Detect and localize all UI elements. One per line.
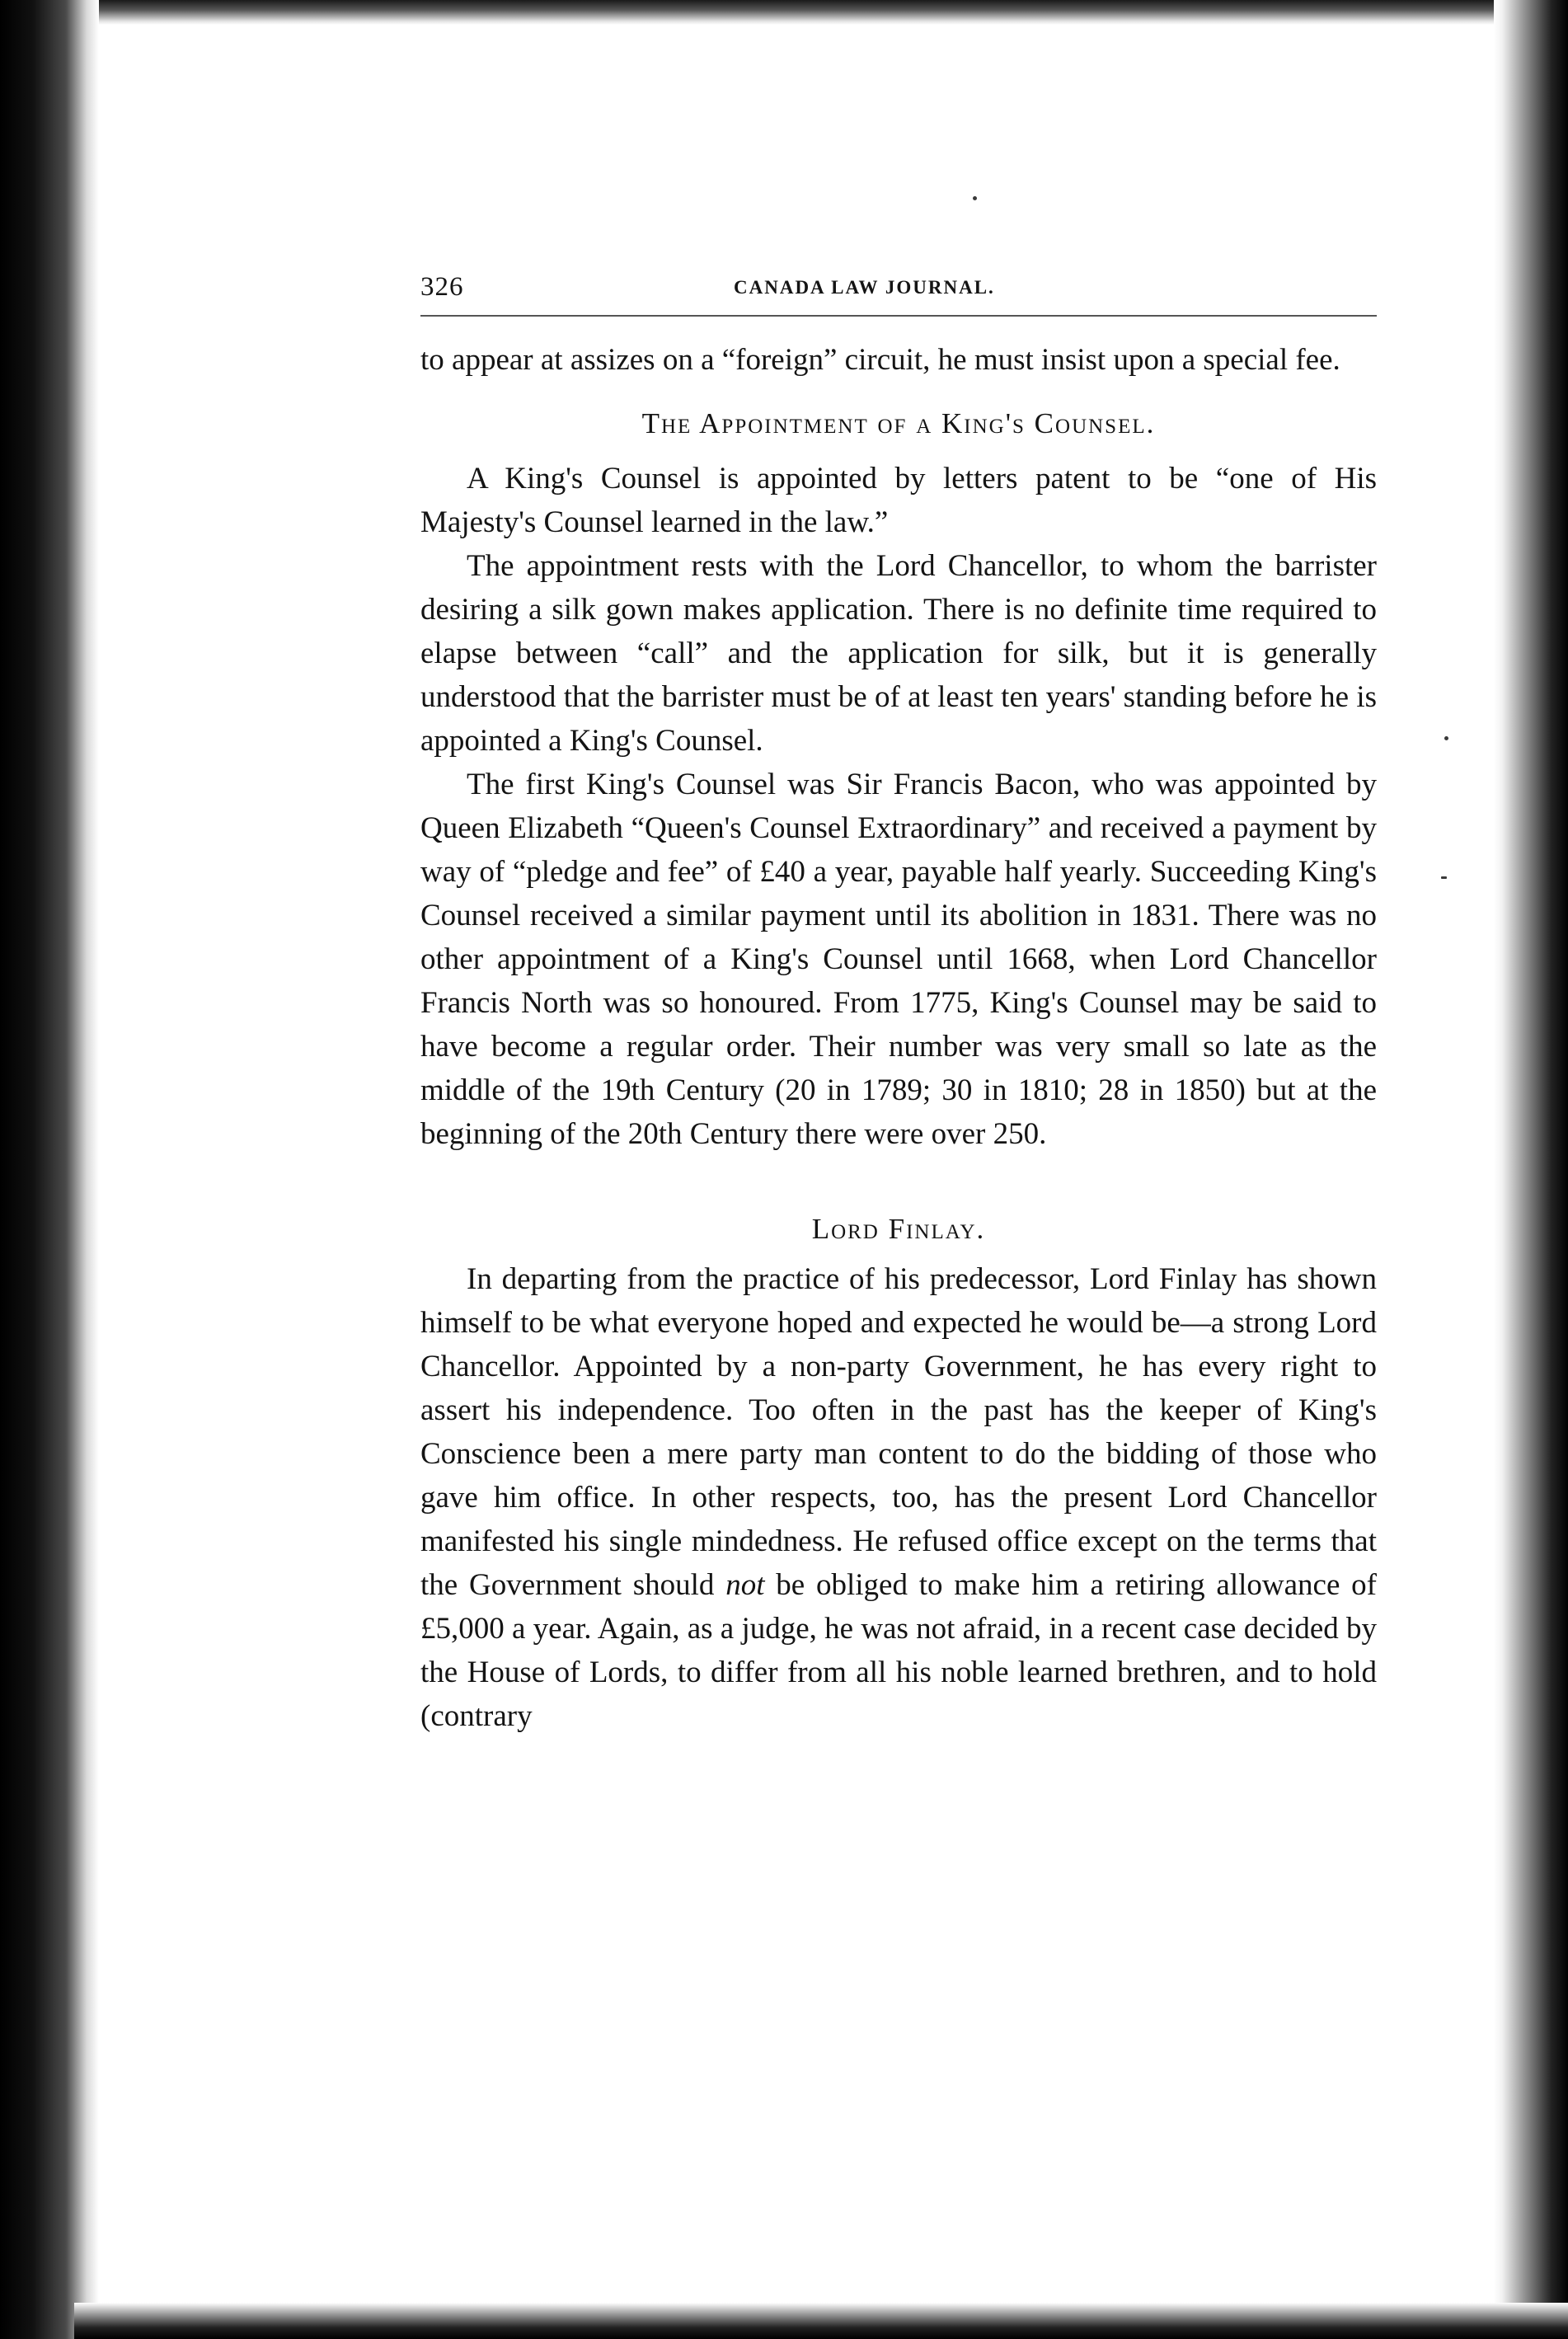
running-head (420, 272, 1377, 317)
scan-speck (1444, 736, 1448, 740)
section-heading-lord-finlay: Lord Finlay. (811, 1213, 986, 1245)
article-body (420, 338, 1377, 1738)
paragraph-lord-finlay-part2: be obliged to make him a retiring allowance of £5,000 a year. Again, as a judge, he was not afraid, in a recent case decided by the House of Lords, to differ from all his noble learned brethren, and to hold (contrary (420, 1568, 1377, 1733)
scan-border-right (1494, 0, 1568, 2339)
scan-border-left (0, 0, 99, 2339)
paragraph-letters-patent: A King's Counsel is appointed by letters patent to be “one of His Majesty's Counsel learned in the law.” (420, 462, 1377, 539)
section-heading-kings-counsel: The Appointment of a King's Counsel. (641, 407, 1156, 439)
journal-page (420, 272, 1377, 1738)
page-number: 326 (420, 272, 464, 302)
paragraph-appointment: The appointment rests with the Lord Chancellor, to whom the barrister desiring a silk gown makes application. There is no definite time required to elapse between “call” and the application for silk, but it is generally understood that the barrister must be of at least ten years' standing before he is appointed a King's Counsel. (420, 549, 1377, 758)
scan-border-bottom (74, 2303, 1568, 2339)
scan-speck (973, 196, 977, 200)
paragraph-lord-finlay-part1: In departing from the practice of his predecessor, Lord Finlay has shown himself to be what everyone hoped and expected he would be—a strong Lord Chancellor. Appointed by a non-party Government, he has every right to assert his independence. Too often in the past has the keeper of King's Conscience been a mere party man content to do the bidding of those who gave him office. In other respects, too, has the present Lord Chancellor manifested his single mindedness. He refused office except on the terms that the Government should (420, 1262, 1377, 1602)
scan-border-top (99, 0, 1500, 25)
paragraph-first-kings-counsel: The first King's Counsel was Sir Francis Bacon, who was appointed by Queen Elizabeth “Queen's Counsel Extraordinary” and received a payment by way of “pledge and fee” of £40 a year, payable half yearly. Succeeding King's Counsel received a similar payment until its abolition in 1831. There was no other appointment of a King's Counsel until 1668, when Lord Chancellor Francis North was so honoured. From 1775, King's Counsel may be said to have become a regular order. Their number was very small so late as the middle of the 19th Century (20 in 1789; 30 in 1810; 28 in 1850) but at the beginning of the 20th Century there were over 250. (420, 768, 1377, 1151)
scan-speck (1441, 876, 1447, 879)
emphasis-not: not (725, 1568, 765, 1602)
journal-title: CANADA LAW JOURNAL. (734, 277, 995, 298)
paragraph-lord-finlay (420, 1257, 1377, 1738)
opening-paragraph: to appear at assizes on a “foreign” circuit, he must insist upon a special fee. (420, 343, 1340, 377)
